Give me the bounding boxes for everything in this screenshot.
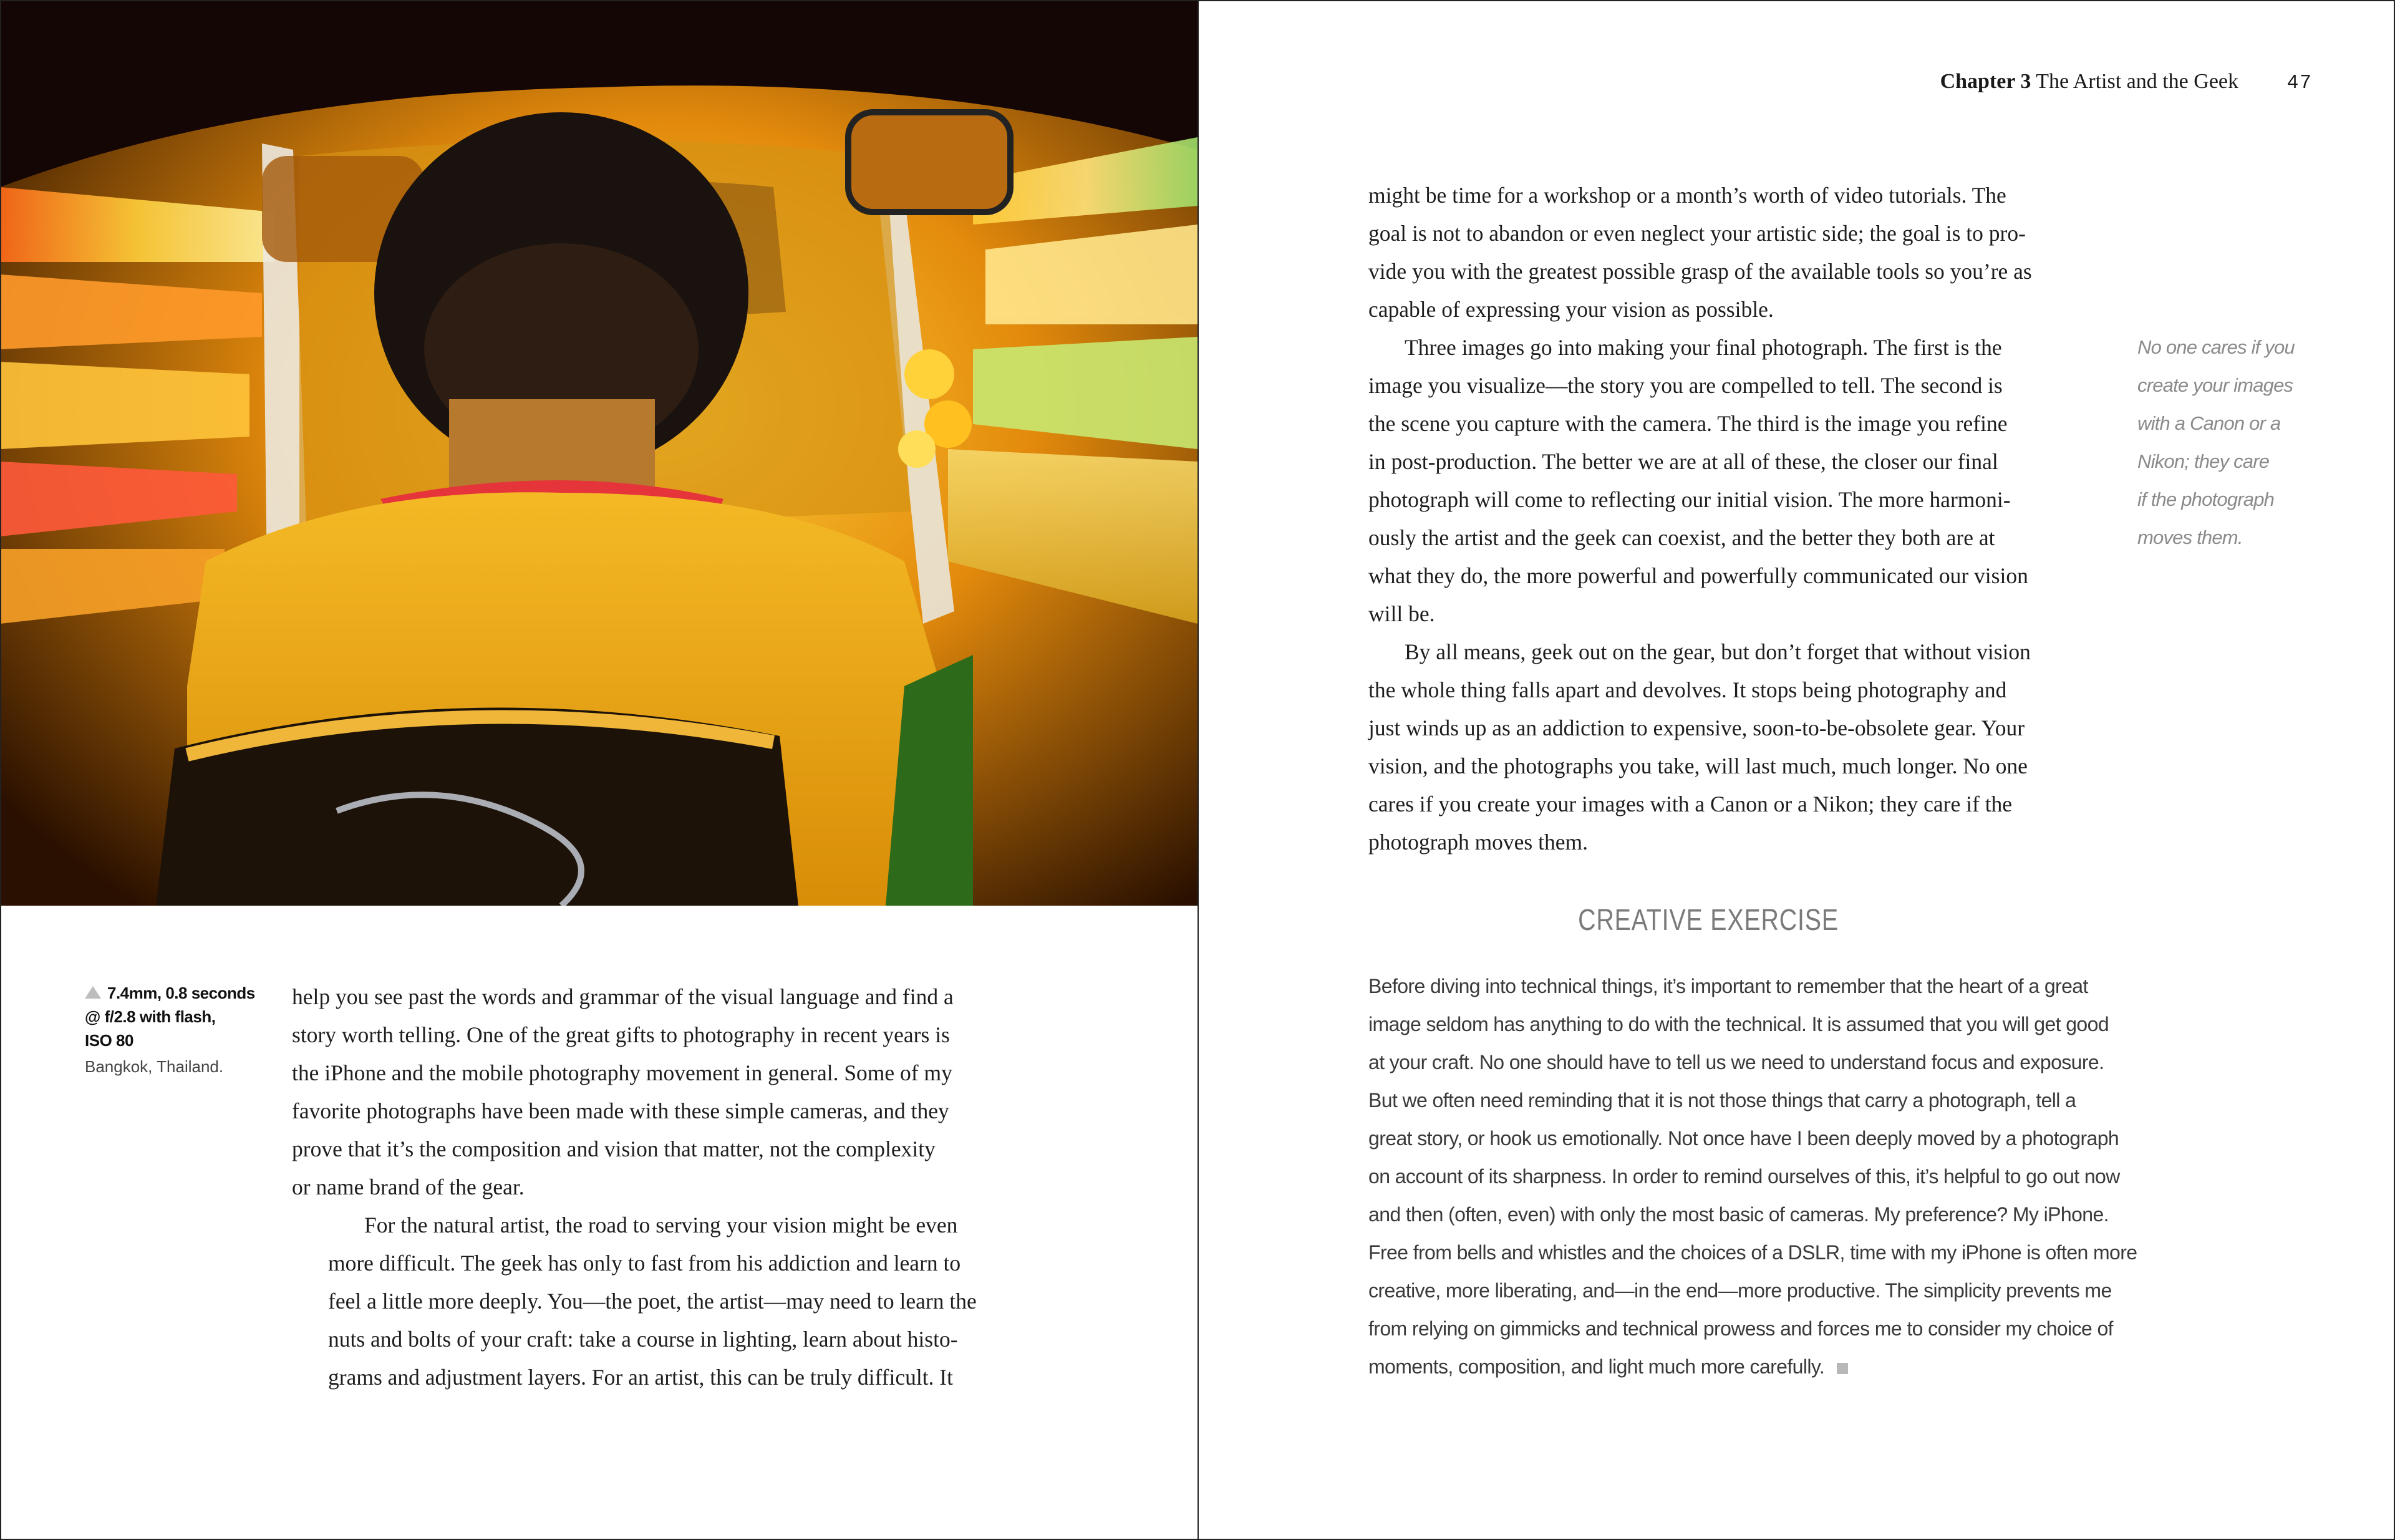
text-line: cares if you create your images with a Canon or a Nikon; they care if the bbox=[1368, 792, 2013, 816]
photo-illustration bbox=[0, 0, 1198, 906]
text-line: image you visualize—the story you are compelled to tell. The second is bbox=[1368, 373, 2003, 398]
text-line: Three images go into making your final photograph. The first is the bbox=[1405, 335, 2002, 360]
exercise-line: Before diving into technical things, it’s important to remember that the heart of a great bbox=[1368, 975, 2088, 997]
text-line: might be time for a workshop or a month’s worth of video tutorials. The bbox=[1368, 183, 2006, 208]
text-line: the whole thing falls apart and devolves. It stops being photography and bbox=[1368, 677, 2007, 702]
exercise-line: on account of its sharpness. In order to remind ourselves of this, it’s helpful to go out now bbox=[1368, 1165, 2120, 1188]
text-line: photograph will come to reflecting our initial vision. The more harmoni- bbox=[1368, 487, 2011, 512]
text-line: will be. bbox=[1368, 601, 1435, 626]
pull-quote-line: create your images bbox=[2137, 374, 2293, 396]
running-head bbox=[1940, 70, 2313, 94]
text-line: vide you with the greatest possible grasp of the available tools so you’re as bbox=[1368, 259, 2032, 284]
photo-tuktuk-driver bbox=[0, 0, 1198, 906]
text-line: vision, and the photographs you take, will last much, much longer. No one bbox=[1368, 753, 2028, 778]
right-page bbox=[1198, 0, 2395, 1540]
exercise-body bbox=[1368, 967, 2137, 1386]
triangle-up-icon bbox=[85, 986, 101, 999]
paragraph bbox=[292, 1206, 1022, 1397]
exercise-line: great story, or hook us emotionally. Not once have I been deeply moved by a photograph bbox=[1368, 1127, 2119, 1150]
pull-quote-line: moves them. bbox=[2137, 526, 2243, 548]
exercise-line: and then (often, even) with only the most basic of cameras. My preference? My iPhone. bbox=[1368, 1203, 2109, 1226]
end-mark-icon bbox=[1837, 1363, 1848, 1374]
text-line: the iPhone and the mobile photography movement in general. Some of my bbox=[292, 1060, 952, 1085]
paragraph bbox=[1368, 177, 2048, 329]
text-line: For the natural artist, the road to serving your vision might be even bbox=[364, 1213, 958, 1237]
photo-caption bbox=[85, 981, 272, 1078]
exercise-line: from relying on gimmicks and technical prowess and forces me to consider my choice of bbox=[1368, 1317, 2113, 1340]
text-line: ously the artist and the geek can coexist, and the better they both are at bbox=[1368, 525, 1995, 550]
paragraph bbox=[292, 978, 1022, 1206]
exercise-line: Free from bells and whistles and the choices of a DSLR, time with my iPhone is often more bbox=[1368, 1241, 2137, 1264]
exercise-line: at your craft. No one should have to tell us we need to understand focus and exposure. bbox=[1368, 1051, 2104, 1073]
pull-quote-line: with a Canon or a bbox=[2137, 412, 2281, 434]
left-body-text bbox=[292, 978, 1022, 1397]
text-line: the scene you capture with the camera. The third is the image you refine bbox=[1368, 411, 2008, 436]
pull-quote-line: if the photograph bbox=[2137, 488, 2275, 510]
chapter-label: Chapter 3 bbox=[1940, 70, 2031, 93]
text-line: just winds up as an addiction to expensive, soon-to-be-obsolete gear. Your bbox=[1368, 715, 2025, 740]
caption-spec-line: ISO 80 bbox=[85, 1031, 133, 1050]
text-line: help you see past the words and grammar of the visual language and find a bbox=[292, 984, 954, 1009]
text-line: story worth telling. One of the great gifts to photography in recent years is bbox=[292, 1022, 950, 1047]
exercise-line: image seldom has anything to do with the technical. It is assumed that you will get good bbox=[1368, 1013, 2109, 1035]
text-line: feel a little more deeply. You—the poet, the artist—may need to learn the bbox=[328, 1289, 977, 1314]
text-line: more difficult. The geek has only to fast from his addiction and learn to bbox=[328, 1251, 961, 1276]
pull-quote bbox=[2137, 328, 2306, 556]
pull-quote-line: Nikon; they care bbox=[2137, 450, 2270, 472]
text-line: nuts and bolts of your craft: take a course in lighting, learn about histo- bbox=[328, 1327, 958, 1352]
exercise-line-text: moments, composition, and light much more carefully. bbox=[1368, 1355, 1825, 1378]
caption-spec-line: 7.4mm, 0.8 seconds bbox=[107, 984, 255, 1002]
paragraph bbox=[1368, 633, 2048, 861]
text-line: grams and adjustment layers. For an artist, this can be truly difficult. It bbox=[328, 1365, 953, 1390]
exercise-line bbox=[1368, 1348, 2054, 1386]
caption-location: Bangkok, Thailand. bbox=[85, 1057, 224, 1076]
text-line: By all means, geek out on the gear, but don’t forget that without vision bbox=[1405, 639, 2031, 664]
pull-quote-line: No one cares if you bbox=[2137, 336, 2295, 358]
right-body-text bbox=[1368, 177, 2048, 861]
text-line: capable of expressing your vision as possible. bbox=[1368, 297, 1774, 322]
exercise-title: CREATIVE EXERCISE bbox=[1578, 904, 1839, 937]
text-line: in post-production. The better we are at all of these, the closer our final bbox=[1368, 449, 1998, 474]
caption-spec-line: @ f/2.8 with flash, bbox=[85, 1007, 216, 1026]
caption-spec bbox=[85, 984, 255, 1050]
text-line: what they do, the more powerful and powerfully communicated our vision bbox=[1368, 563, 2028, 588]
text-line: goal is not to abandon or even neglect your artistic side; the goal is to pro- bbox=[1368, 221, 2026, 246]
text-line: prove that it’s the composition and vision that matter, not the complexity bbox=[292, 1136, 936, 1161]
exercise-line: creative, more liberating, and—in the end—more productive. The simplicity prevents me bbox=[1368, 1279, 2112, 1302]
text-line: favorite photographs have been made with these simple cameras, and they bbox=[292, 1098, 949, 1123]
text-line: or name brand of the gear. bbox=[292, 1174, 525, 1199]
page-number: 47 bbox=[2287, 70, 2313, 92]
exercise-line: But we often need reminding that it is not those things that carry a photograph, tell a bbox=[1368, 1089, 2076, 1111]
text-line: photograph moves them. bbox=[1368, 830, 1588, 855]
chapter-title: The Artist and the Geek bbox=[2036, 70, 2239, 93]
paragraph bbox=[1368, 329, 2048, 633]
